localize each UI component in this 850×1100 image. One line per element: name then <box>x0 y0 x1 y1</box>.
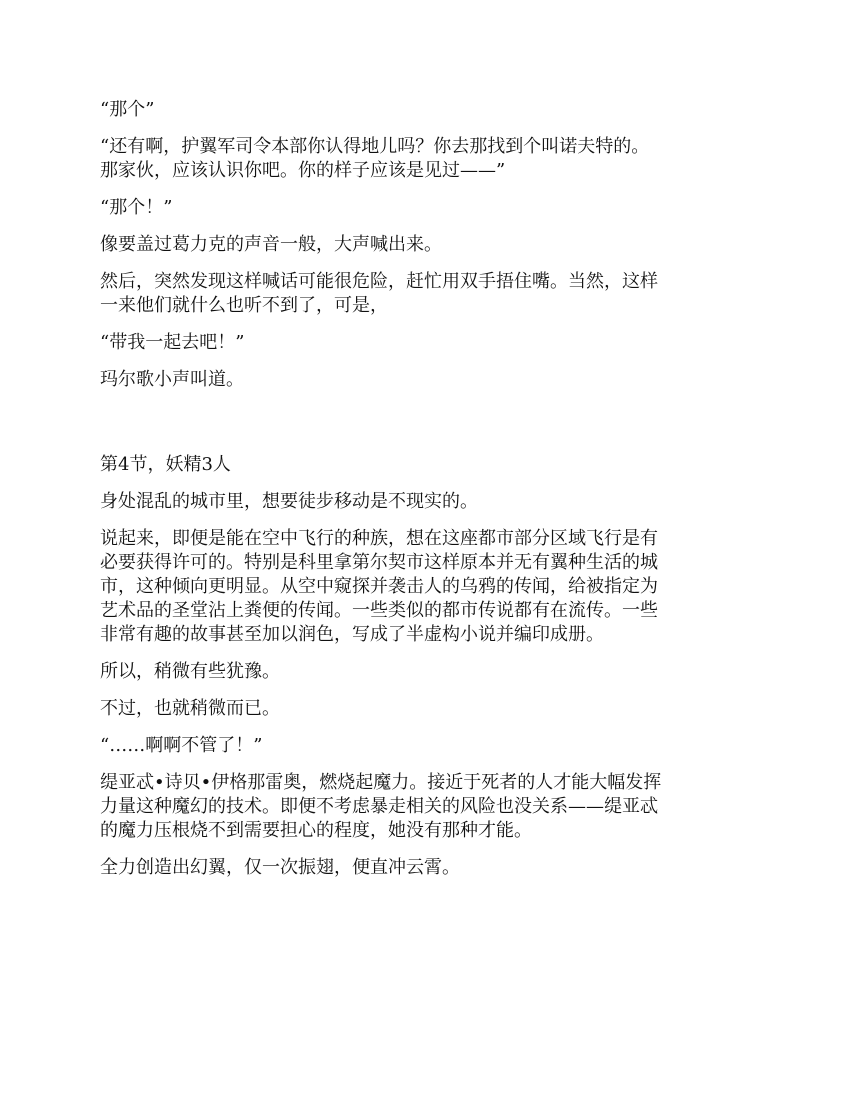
paragraph-line: 市，这种倾向更明显。从空中窥探并袭击人的乌鸦的传闻，给被指定为 <box>100 576 658 597</box>
paragraph <box>100 233 750 257</box>
paragraph <box>100 734 750 758</box>
paragraph-line: 必要获得许可的。特别是科里拿第尔契市这样原本并无有翼种生活的城 <box>100 552 658 573</box>
text-block-part1 <box>100 98 750 392</box>
paragraph-line: 一来他们就什么也听不到了，可是， <box>100 295 388 316</box>
document-page <box>100 98 750 893</box>
paragraph-line: 像要盖过葛力克的声音一般，大声喊出来。 <box>100 234 442 255</box>
paragraph-line: 那家伙，应该认识你吧。你的样子应该是见过——” <box>100 160 506 181</box>
paragraph-line: 全力创造出幻翼，仅一次振翅，便直冲云霄。 <box>100 857 460 878</box>
paragraph <box>100 331 750 355</box>
paragraph-line: 非常有趣的故事甚至加以润色，写成了半虚构小说并编印成册。 <box>100 624 604 645</box>
paragraph <box>100 490 750 514</box>
paragraph <box>100 771 750 843</box>
paragraph-line: “那个！” <box>100 197 173 218</box>
section-heading: 第4节，妖精3人 <box>100 454 231 475</box>
paragraph-line: 力量这种魔幻的技术。即便不考虑暴走相关的风险也没关系——缇亚忒 <box>100 796 658 817</box>
paragraph-line: 的魔力压根烧不到需要担心的程度，她没有那种才能。 <box>100 820 532 841</box>
paragraph-line: 所以，稍微有些犹豫。 <box>100 661 280 682</box>
paragraph-line: “带我一起去吧！” <box>100 332 245 353</box>
text-block-part2 <box>100 490 750 880</box>
paragraph-line: “还有啊，护翼军司令本部你认得地儿吗？你去那找到个叫诺夫特的。 <box>100 136 650 157</box>
paragraph-line: 然后，突然发现这样喊话可能很危险，赶忙用双手捂住嘴。当然，这样 <box>100 271 658 292</box>
paragraph-line: 艺术品的圣堂沾上粪便的传闻。一些类似的都市传说都有在流传。一些 <box>100 600 658 621</box>
paragraph-line: “那个” <box>100 99 155 120</box>
paragraph-line: 缇亚忒•诗贝•伊格那雷奥，燃烧起魔力。接近于死者的人才能大幅发挥 <box>100 772 662 793</box>
section-spacer <box>100 405 750 453</box>
paragraph <box>100 135 750 183</box>
paragraph <box>100 527 750 647</box>
paragraph <box>100 270 750 318</box>
paragraph-line: 身处混乱的城市里，想要徒步移动是不现实的。 <box>100 491 478 512</box>
paragraph <box>100 196 750 220</box>
paragraph <box>100 98 750 122</box>
paragraph <box>100 856 750 880</box>
paragraph <box>100 697 750 721</box>
paragraph <box>100 660 750 684</box>
paragraph-line: 不过，也就稍微而已。 <box>100 698 280 719</box>
paragraph-line: “……啊啊不管了！” <box>100 735 263 756</box>
paragraph-line: 玛尔歌小声叫道。 <box>100 369 244 390</box>
paragraph <box>100 368 750 392</box>
paragraph-line: 说起来，即便是能在空中飞行的种族，想在这座都市部分区域飞行是有 <box>100 528 658 549</box>
